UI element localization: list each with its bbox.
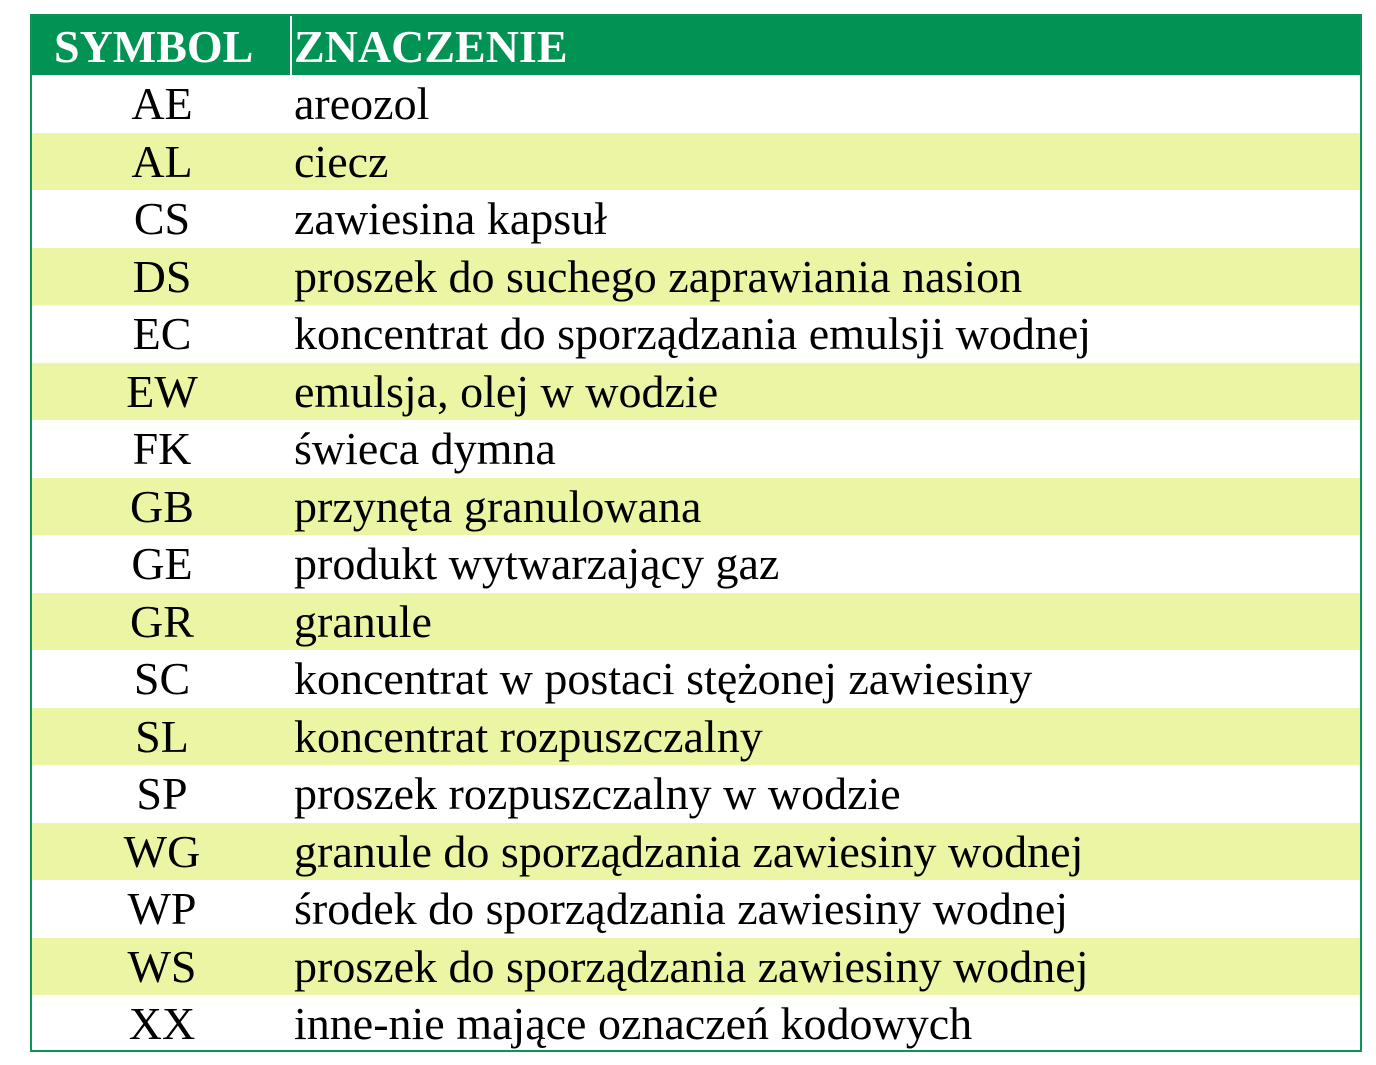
meaning-cell: przynęta granulowana	[294, 480, 702, 532]
symbol-cell: SP	[136, 768, 188, 819]
table-row	[32, 650, 1360, 708]
table-row	[32, 880, 1360, 938]
table-row	[32, 478, 1360, 536]
table-row	[32, 305, 1360, 363]
symbol-cell: GB	[130, 480, 194, 532]
symbol-cell: AL	[131, 135, 193, 187]
symbol-cell: FK	[132, 423, 192, 474]
table-row	[32, 75, 1360, 133]
meaning-cell: ciecz	[294, 135, 389, 187]
table-row	[32, 938, 1360, 996]
meaning-cell: granule do sporządzania zawiesiny wodnej	[294, 825, 1084, 877]
meaning-cell: inne-nie mające oznaczeń kodowych	[294, 998, 973, 1049]
table-row	[32, 995, 1360, 1052]
header-meaning: ZNACZENIE	[294, 21, 568, 72]
table-header-row	[32, 16, 1360, 75]
meaning-cell: proszek do suchego zaprawiania nasion	[294, 250, 1023, 302]
meaning-cell: świeca dymna	[294, 423, 556, 474]
meaning-cell: środek do sporządzania zawiesiny wodnej	[294, 883, 1069, 934]
table-row	[32, 133, 1360, 191]
symbol-cell: WS	[127, 940, 197, 992]
header-divider	[290, 16, 292, 75]
symbol-cell: GE	[131, 538, 193, 589]
table-row	[32, 823, 1360, 881]
meaning-cell: proszek do sporządzania zawiesiny wodnej	[294, 940, 1089, 992]
symbol-cell: WG	[123, 825, 201, 877]
table-row	[32, 363, 1360, 421]
symbol-cell: DS	[132, 250, 192, 302]
meaning-cell: proszek rozpuszczalny w wodzie	[294, 768, 901, 819]
symbol-cell: EC	[132, 308, 192, 359]
table-row	[32, 708, 1360, 766]
meaning-cell: koncentrat w postaci stężonej zawiesiny	[294, 653, 1033, 704]
symbol-cell: WP	[127, 883, 197, 934]
meaning-cell: zawiesina kapsuł	[294, 193, 607, 244]
meaning-cell: emulsja, olej w wodzie	[294, 365, 719, 417]
table-row	[32, 190, 1360, 248]
formulation-codes-table	[30, 14, 1362, 1052]
symbol-cell: CS	[133, 193, 191, 244]
table-body	[32, 75, 1360, 1052]
symbol-cell: SL	[135, 710, 189, 762]
symbol-cell: EW	[126, 365, 198, 417]
meaning-cell: granule	[294, 595, 432, 647]
table-row	[32, 535, 1360, 593]
symbol-cell: SC	[133, 653, 191, 704]
header-symbol: SYMBOL	[54, 21, 254, 72]
meaning-cell: koncentrat rozpuszczalny	[294, 710, 763, 762]
meaning-cell: areozol	[294, 78, 430, 129]
symbol-cell: GR	[130, 595, 194, 647]
table-row	[32, 593, 1360, 651]
table-row	[32, 420, 1360, 478]
table-row	[32, 248, 1360, 306]
symbol-cell: AE	[131, 78, 193, 129]
meaning-cell: produkt wytwarzający gaz	[294, 538, 780, 589]
symbol-cell: XX	[128, 998, 196, 1049]
meaning-cell: koncentrat do sporządzania emulsji wodnej	[294, 308, 1092, 359]
table-row	[32, 765, 1360, 823]
